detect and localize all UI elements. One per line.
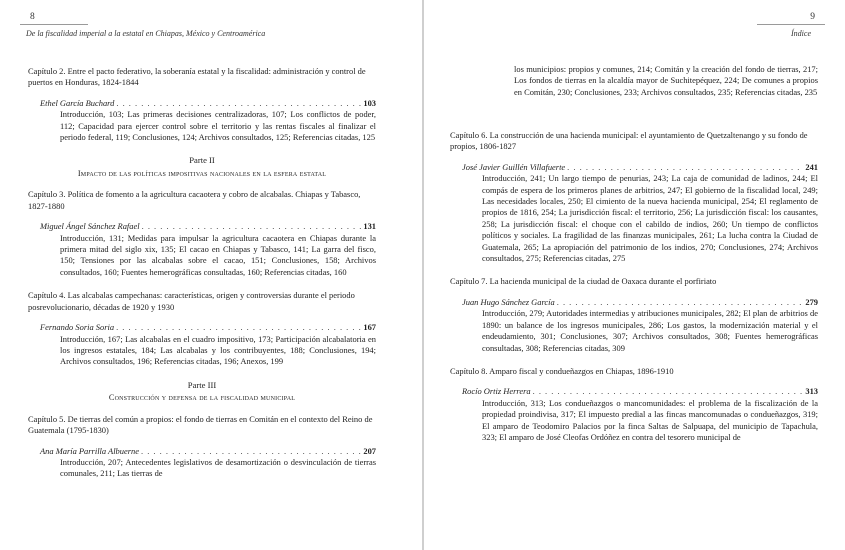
chapter-title: Capítulo 3. Política de fomento a la agricultura cacaotera y cobro de alcabalas. Chiapas y Tabasco, 1827-1880 — [28, 189, 361, 211]
author-name: Juan Hugo Sánchez García — [462, 296, 555, 307]
leader-dots — [567, 162, 803, 173]
toc-author-line — [462, 162, 818, 173]
chapter-contents: Introducción, 313; Los condueñazgos o mancomunidades: el problema de la fiscalización de la propiedad proindivisa, 317; El impuesto predial a las fincas mancomunadas o condueñazgos, 319; El amparo de Teodomiro Palacios por la finca Saltas de Salpuapa, del municipio de Tapachula, 323; El amparo de José Cleofas Ordóñez en contra del tesorero municipal de — [482, 397, 818, 442]
author-name: Fernando Soria Soria — [40, 322, 115, 333]
chapter-contents: los municipios: propios y comunes, 214; Comitán y la creación del fondo de tierras, 217; Los fondos de tierras en la alcaldía mayor de Suchitepéquez, 224; De comunes a propios en Comitán, 230; Conclusiones, 233; Archivos consultados, 235; Referencias citadas, 235 — [514, 64, 818, 97]
chapter-title: Capítulo 4. Las alcabalas campechanas: características, origen y controversias durante el periodo posrevolucionario, décadas de 1920 y 1930 — [28, 290, 355, 312]
chapter-title: Capítulo 6. La construcción de una hacienda municipal: el ayuntamiento de Quetzaltenango y su fondo de propios, 1806-1827 — [450, 130, 808, 152]
running-head: Índice — [791, 29, 811, 38]
chapter-contents: Introducción, 279; Autoridades intermedias y atribuciones municipales, 282; El plan de arbitrios de 1890: un balance de los ingresos municipales, 286; Los gastos, la modernización material y el endeudamiento, 301; Conclusiones, 307; Archivos consultados, 308; Fuentes hemerográficas consultadas, 308; Referencias citadas, 309 — [482, 308, 818, 353]
toc-author-line — [40, 221, 376, 232]
page-number: 9 — [810, 12, 815, 22]
toc-author-line — [40, 322, 376, 333]
author-name: José Javier Guillén Villafuerte — [462, 161, 566, 172]
page-ref: 207 — [363, 445, 376, 456]
header-rule — [20, 24, 88, 25]
chapter-contents: Introducción, 131; Medidas para impulsar la agricultura cacaotera en Chiapas durante la primera mitad del siglo xix, 135; El cacao en Chiapas y Tabasco, 141; La garra del fisco, 150; Tensiones por las alcabalas sobre el cacao, 151; Conclusiones, 158; Archivos consultados, 160; Fuentes hemerográficas consultadas, 160; Referencias citadas, 160 — [60, 232, 376, 277]
left-page — [0, 0, 422, 550]
chapter-title: Capítulo 5. De tierras del común a propios: el fondo de tierras en Comitán en el contexto del Reino de Guatemala (1795-1830) — [28, 413, 373, 436]
author-name: Ethel García Buchard — [40, 97, 115, 108]
toc-continuation — [482, 64, 818, 110]
toc-left — [28, 66, 376, 492]
page-ref: 103 — [363, 97, 376, 108]
page-ref: 131 — [363, 221, 376, 232]
chapter-title: Capítulo 8. Amparo fiscal y condueñazgos en Chiapas, 1896-1910 — [450, 365, 674, 376]
page-number: 8 — [30, 12, 35, 22]
part-label: Parte III — [187, 379, 217, 390]
author-name: Miguel Ángel Sánchez Rafael — [40, 221, 140, 232]
leader-dots — [557, 297, 804, 308]
toc-author-line — [462, 297, 818, 308]
header-rule — [757, 24, 825, 25]
leader-dots — [533, 386, 804, 397]
toc-author-line — [40, 98, 376, 109]
chapter-title: Capítulo 7. La hacienda municipal de la ciudad de Oaxaca durante el porfiriato — [450, 276, 717, 287]
running-head: De la fiscalidad imperial a la estatal en Chiapas, México y Centroamérica — [26, 29, 266, 38]
leader-dots — [141, 446, 361, 457]
part-label: Parte II — [189, 155, 215, 166]
page-ref: 241 — [805, 161, 818, 172]
author-name: Ana María Parrilla Albuerne — [40, 445, 139, 456]
leader-dots — [116, 98, 361, 109]
chapter-contents: Introducción, 207; Antecedentes legislativos de desamortización o desvinculación de tierras comunales, 211; Las tierras de — [60, 456, 376, 479]
part-title: Impacto de las políticas impositivas nacionales en la esfera estatal — [77, 168, 327, 178]
leader-dots — [142, 221, 362, 232]
part-title: Construcción y defensa de la fiscalidad municipal — [108, 393, 296, 403]
toc-author-line — [40, 446, 376, 457]
chapter-contents: Introducción, 167; Las alcabalas en el cuadro impositivo, 173; Participación alcabalatoria en los ingresos estatales, 184; Las alcabalas y los contribuyentes, 188; Conclusiones, 194; Archivos consultados, 196; Referencias citadas, 196; Anexos, 199 — [60, 333, 376, 367]
toc-author-line — [462, 386, 818, 397]
chapter-contents: Introducción, 103; Las primeras decisiones centralizadoras, 107; Los conflictos de poder, 112; Capacidad para ejercer control sobre el territorio y las rentas fiscales al finalizar el periodo federal, 119; Conclusiones, 124; Archivos consultados, 125; Referencias citadas, 125 — [60, 109, 376, 143]
page-ref: 313 — [805, 386, 818, 397]
right-page — [424, 0, 845, 550]
leader-dots — [116, 322, 361, 333]
page-ref: 279 — [805, 296, 818, 307]
chapter-title: Capítulo 2. Entre el pacto federativo, la soberanía estatal y la fiscalidad: administración y control de puertos en Honduras, 1824-1844 — [28, 66, 366, 88]
page-ref: 167 — [363, 322, 376, 333]
toc-right — [450, 130, 818, 455]
chapter-contents: Introducción, 241; Un largo tiempo de penurias, 243; La caja de comunidad de ladinos, 244; El compás de espera de los primeros planes de arbitrios, 247; El gobierno de la fiscalidad local, 249; Las necesidades locales, 250; El cimiento de la nueva hacienda municipal, 254; El reglamento de propios de 1816, 254; La jurisdicción fiscal: el territorio, 256; La jurisdicción fiscal: los causantes, 258; La jurisdicción fiscal: el choque con el cabildo de indios, 260; Un tiempo de conflictos políticos y sociales. La fragilidad de las finanzas municipales, 261; La lucha contra la Ciudad de Guatemala, 265; La apropiación del patrimonio de los indios, 270; Conclusiones, 274; Archivos consultados, 275; Referencias citadas, 275 — [482, 173, 818, 264]
author-name: Rocío Ortiz Herrera — [462, 386, 531, 397]
